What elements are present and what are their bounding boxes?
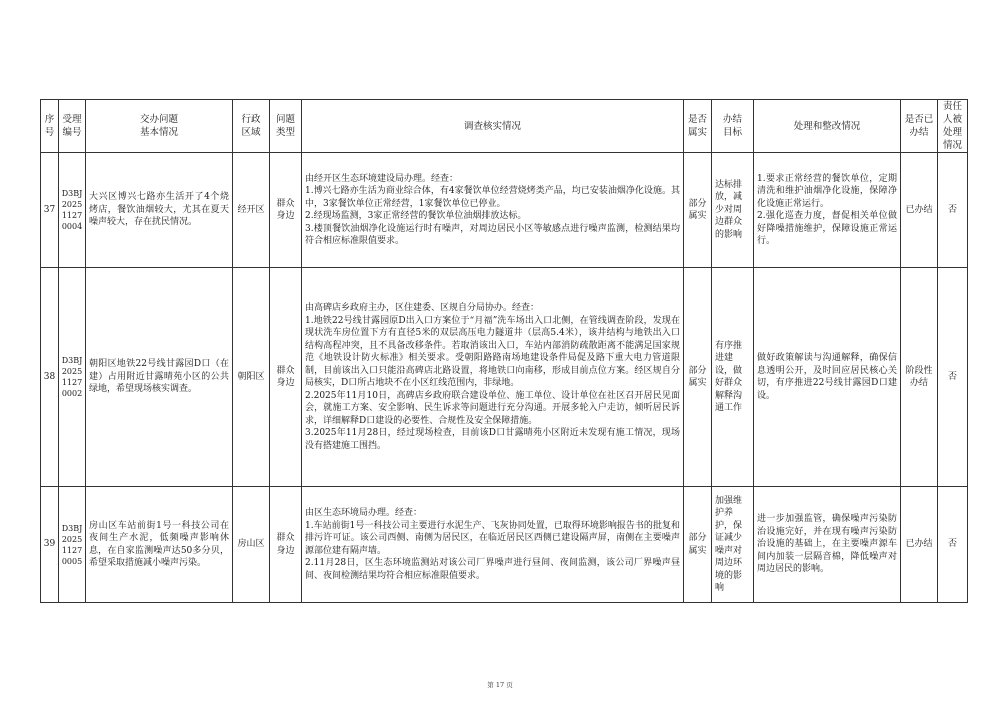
complaint-table (40, 99, 968, 603)
header-done: 是否已 办结 (901, 100, 938, 153)
row-region: 房山区 (233, 487, 270, 603)
row-verify: 由区生态环境局办理。经查： 1.车站前街1号一科技公司主要进行水泥生产、飞灰协同处置，已取得环境影响报告书的批复和排污许可证。该公司西侧、南侧为居民区，在临近居民区西侧已建设隔声屏，南侧在主要噪声源部位建有隔声墙。 2.11月28日，区生态环境监测站对该公司厂界噪声进行昼间、夜间监测，该公司厂界噪声昼间、夜间检测结果均符合相应标准限值要求。 (302, 487, 684, 603)
row-done: 已办结 (901, 153, 938, 268)
header-region: 行政 区域 (233, 100, 270, 153)
row-done: 已办结 (901, 487, 938, 603)
row-resp: 否 (938, 487, 968, 603)
header-handle: 处理和整改情况 (754, 100, 901, 153)
row-region: 经开区 (233, 153, 270, 268)
row-handle: 进一步加强监管，确保噪声污染防治设施完好，并在现有噪声污染防治设施的基础上，在主要噪声源车间内加装一层隔音棉，降低噪声对周边居民的影响。 (754, 487, 901, 603)
row-type: 群众身边 (270, 268, 302, 487)
row-true: 部分属实 (684, 153, 712, 268)
row-type: 群众身边 (270, 487, 302, 603)
header-seq: 序 号 (41, 100, 59, 153)
row-goal: 达标排放，减少对周边群众的影响 (712, 153, 754, 268)
header-id: 受理 编号 (59, 100, 86, 153)
header-row (41, 100, 968, 153)
header-goal: 办结 目标 (712, 100, 754, 153)
header-basic: 交办问题 基本情况 (86, 100, 233, 153)
row-true: 部分属实 (684, 268, 712, 487)
row-seq: 38 (41, 268, 59, 487)
row-goal: 加强维护养护，保证减少噪声对周边环境的影响 (712, 487, 754, 603)
header-true: 是否 属实 (684, 100, 712, 153)
row-resp: 否 (938, 153, 968, 268)
row-verify: 由高碑店乡政府主办，区住建委、区规自分局协办。经查： 1.地铁22号线甘露园原D出入口方案位于“月福”洗车场出入口北侧，在管线调查阶段，发现在现状洗车房位置下方有直径5米的双层高压电力隧道井（层高5.4米），该井结构与地铁出入口结构高程冲突，且不具备改移条件。若取消该出入口，车站内部消防疏散距离不能满足国家规范《地铁设计防火标准》相关要求。受朝阳路路南场地建设条件局促及路下重大电力管道限制，目前该出入口只能沿高碑店北路设置，将地铁口向南移，形成目前点位方案。经区规自分局核实，D口所占地块不在小区红线范围内，非绿地。 2.2025年11月10日，高碑店乡政府联合建设单位、施工单位、设计单位在社区召开居民见面会，就施工方案、安全影响、民生诉求等问题进行充分沟通。开展多轮入户走访，倾听居民诉求，详细解释D口建设的必要性、合规性及安全保障措施。 3.2025年11月28日，经过现场检查，目前该D口甘露晴苑小区附近未发现有施工情况，现场没有搭建施工围挡。 (302, 268, 684, 487)
row-region: 朝阳区 (233, 268, 270, 487)
header-resp: 责任 人被 处理 情况 (938, 100, 968, 153)
row-id: D3BJ 2025 1127 0004 (59, 153, 86, 268)
row-basic: 朝阳区地铁22号线甘露园D口（在建）占用附近甘露晴苑小区的公共绿地，希望现场核实调查。 (86, 268, 233, 487)
row-seq: 39 (41, 487, 59, 603)
row-basic: 房山区车站前街1号一科技公司在夜间生产水泥，低频噪声影响休息，在自家监测噪声达50多分贝，希望采取措施减小噪声污染。 (86, 487, 233, 603)
row-type: 群众身边 (270, 153, 302, 268)
row-id: D3BJ 2025 1127 0002 (59, 268, 86, 487)
row-true: 部分属实 (684, 487, 712, 603)
row-verify: 由经开区生态环境建设局办理。经查： 1.博兴七路亦生活为商业综合体，有4家餐饮单位经营烧烤类产品，均已安装油烟净化设施。其中，3家餐饮单位正常经营，1家餐饮单位已停业。 2.经现场监测，3家正常经营的餐饮单位油烟排放达标。 3.楼顶餐饮油烟净化设施运行时有噪声，对周边居民小区等敏感点进行噪声监测，检测结果均符合相应标准限值要求。 (302, 153, 684, 268)
table-row (41, 268, 968, 487)
header-verify: 调查核实情况 (302, 100, 684, 153)
row-basic: 大兴区博兴七路亦生活开了4个烧烤店，餐饮油烟较大，尤其在夏天噪声较大，存在扰民情况。 (86, 153, 233, 268)
table-row (41, 153, 968, 268)
row-goal: 有序推进建设，做好群众解释沟通工作 (712, 268, 754, 487)
row-handle: 1.要求正常经营的餐饮单位，定期清洗和维护油烟净化设施，保障净化设施正常运行。 2.强化巡查力度，督促相关单位做好降噪措施维护，保障设施正常运行。 (754, 153, 901, 268)
header-type: 问题 类型 (270, 100, 302, 153)
row-seq: 37 (41, 153, 59, 268)
row-handle: 做好政策解读与沟通解释，确保信息透明公开，及时回应居民核心关切，有序推进22号线甘露园D口建设。 (754, 268, 901, 487)
page-number: 第 17 页 (487, 681, 513, 689)
row-id: D3BJ 2025 1127 0005 (59, 487, 86, 603)
row-resp: 否 (938, 268, 968, 487)
row-done: 阶段性办结 (901, 268, 938, 487)
table-row (41, 487, 968, 603)
